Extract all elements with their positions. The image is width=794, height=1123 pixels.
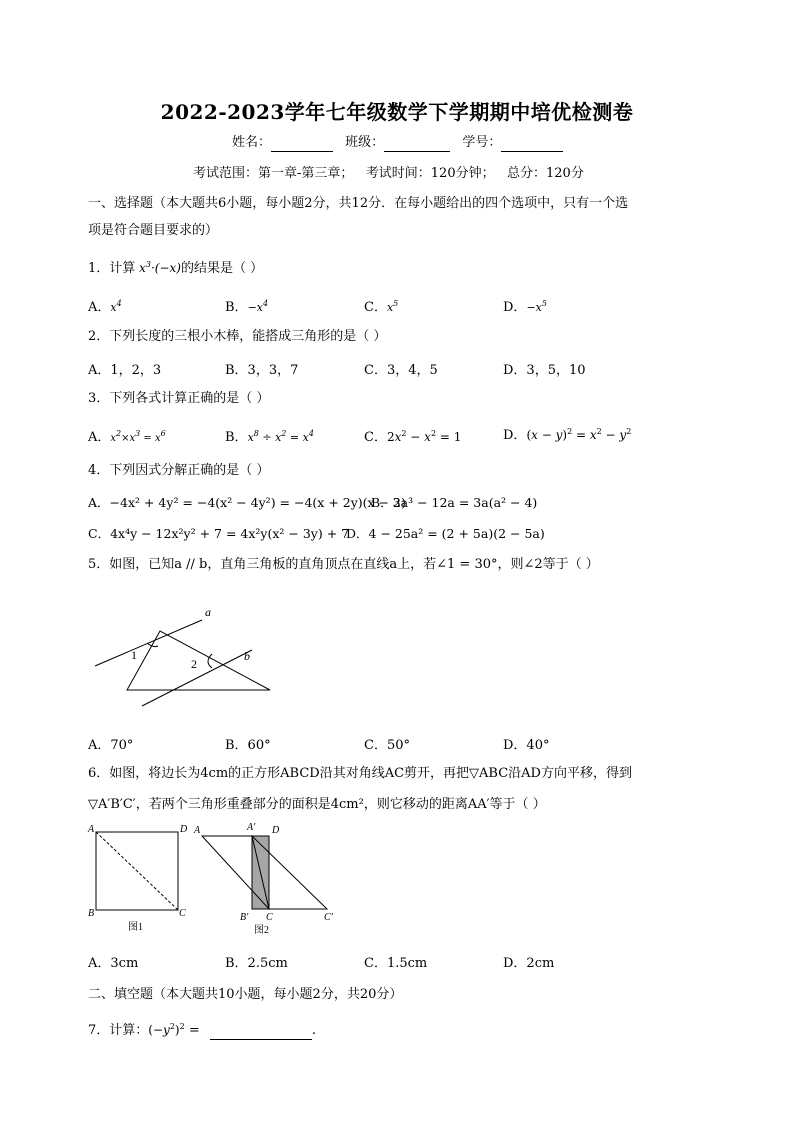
q1-option-d[interactable]: D．$-x^5$ [503,299,547,315]
q6-figure2 [192,816,342,938]
fig1-caption: 图1 [128,922,143,933]
fig1-label-a: A [88,824,95,835]
q1-option-b[interactable]: B．$-x^4$ [225,299,269,315]
q2-stem: 2．下列长度的三根小木棒，能搭成三角形的是（ ） [88,329,387,344]
line-b [142,650,252,706]
q7-stem: 7．计算：$(-y^2)^2$ = . [88,1022,317,1038]
fig1-label-c: C [179,908,186,919]
q7-period: . [311,1023,317,1038]
q2-option-a[interactable]: A．1，2，3 [88,363,162,378]
q7-label: 7．计算： [88,1023,149,1038]
q2-option-b[interactable]: B．3，3，7 [225,363,299,378]
label-b: b [244,649,250,663]
q6-option-b[interactable]: B．2.5cm [225,956,288,971]
q1-stem-pre: 计算 [109,261,136,276]
q1-stem-post: 的结果是（ ） [180,261,264,276]
q7-answer-blank[interactable] [210,1039,312,1040]
q1-option-a[interactable]: A．$x^4$ [88,299,122,315]
fig2-label-a-prime: A′ [247,822,256,833]
fig2-caption: 图2 [254,925,269,936]
name-label: 姓名： [232,135,272,150]
q2-option-c[interactable]: C．3，4，5 [364,363,438,378]
q6-option-c[interactable]: C．1.5cm [364,956,428,971]
q6-stem-line1: 6．如图，将边长为4cm的正方形ABCD沿其对角线AC剪开，再把▽ABC沿AD方向平移，得到 [88,766,632,781]
q7-equals: = [188,1023,200,1038]
fig1-label-b: B [88,908,95,919]
line-a [95,620,202,666]
q5-figure [90,598,280,710]
fig2-label-d: D [272,825,280,836]
section1-heading-line2: 项是符合题目要求的） [88,223,219,238]
page-title: 2022-2023学年七年级数学下学期期中培优检测卷 [160,100,634,124]
angle2-arc [208,654,212,668]
diagonal-ac [96,832,178,910]
q5-option-c[interactable]: C．50° [364,738,410,753]
q6-stem-line2: ▽A′B′C′，若两个三角形重叠部分的面积是4cm²，则它移动的距离AA′等于（ ） [88,797,546,812]
class-blank[interactable] [384,151,450,152]
q6-figure1 [86,820,192,936]
label-angle1: 1 [131,648,137,662]
q1-number: 1． [88,261,110,276]
q1-stem: 1．计算 $x^3\cdot(-x)$的结果是（ ） [88,260,264,276]
class-label: 班级： [345,135,385,150]
q4-option-b[interactable]: B．3a³ − 12a = 3a(a² − 4) [371,495,538,510]
q5-option-d[interactable]: D．40° [503,738,550,753]
exam-info: 考试范围：第一章-第三章； 考试时间：120分钟； 总分：120分 [193,166,584,181]
q3-option-d[interactable]: D．$(x - y)^2 = x^2 - y^2$ [503,427,632,443]
section1-heading-line1: 一、选择题（本大题共6小题，每小题2分，共12分．在每小题给出的四个选项中，只有一个选 [88,196,629,211]
q1-option-c[interactable]: C．$x^5$ [364,299,399,315]
q4-option-a[interactable]: A．−4x² + 4y² = −4(x² − 4y²) = −4(x + 2y)(x − 2) [88,495,406,510]
name-blank[interactable] [271,151,333,152]
label-angle2: 2 [191,657,197,671]
q4-option-d[interactable]: D．4 − 25a² = (2 + 5a)(2 − 5a) [346,526,545,541]
q4-option-c[interactable]: C．4x⁴y − 12x²y² + 7 = 4x²y(x² − 3y) + 7 [88,526,350,541]
q6-option-a[interactable]: A．3cm [88,956,139,971]
id-blank[interactable] [501,151,563,152]
q3-option-a[interactable]: A．$x^2\times x^3 = x^6$ [88,429,166,445]
q2-option-d[interactable]: D．3，5，10 [503,363,586,378]
q6-option-d[interactable]: D．2cm [503,956,555,971]
id-label: 学号： [462,135,502,150]
q3-option-b[interactable]: B．$x^8 \div x^2 = x^4$ [225,429,314,445]
fig2-label-c: C [266,912,273,923]
fig2-label-c-prime: C′ [324,912,333,923]
q3-stem: 3．下列各式计算正确的是（ ） [88,391,270,406]
q5-option-a[interactable]: A．70° [88,738,134,753]
q5-stem: 5．如图，已知a // b，直角三角板的直角顶点在直线a上，若∠1 = 30°，则∠2等于（ ） [88,557,599,572]
q3-option-c[interactable]: C．$2x^2 - x^2 = 1$ [364,429,462,445]
fig2-label-a: A [194,825,201,836]
q4-stem: 4．下列因式分解正确的是（ ） [88,463,270,478]
student-info-row [232,134,563,152]
fig2-label-b-prime: B′ [240,912,249,923]
q5-option-b[interactable]: B．60° [225,738,271,753]
section2-heading: 二、填空题（本大题共10小题，每小题2分，共20分） [88,987,403,1002]
fig1-label-d: D [180,824,188,835]
label-a: a [205,605,211,619]
